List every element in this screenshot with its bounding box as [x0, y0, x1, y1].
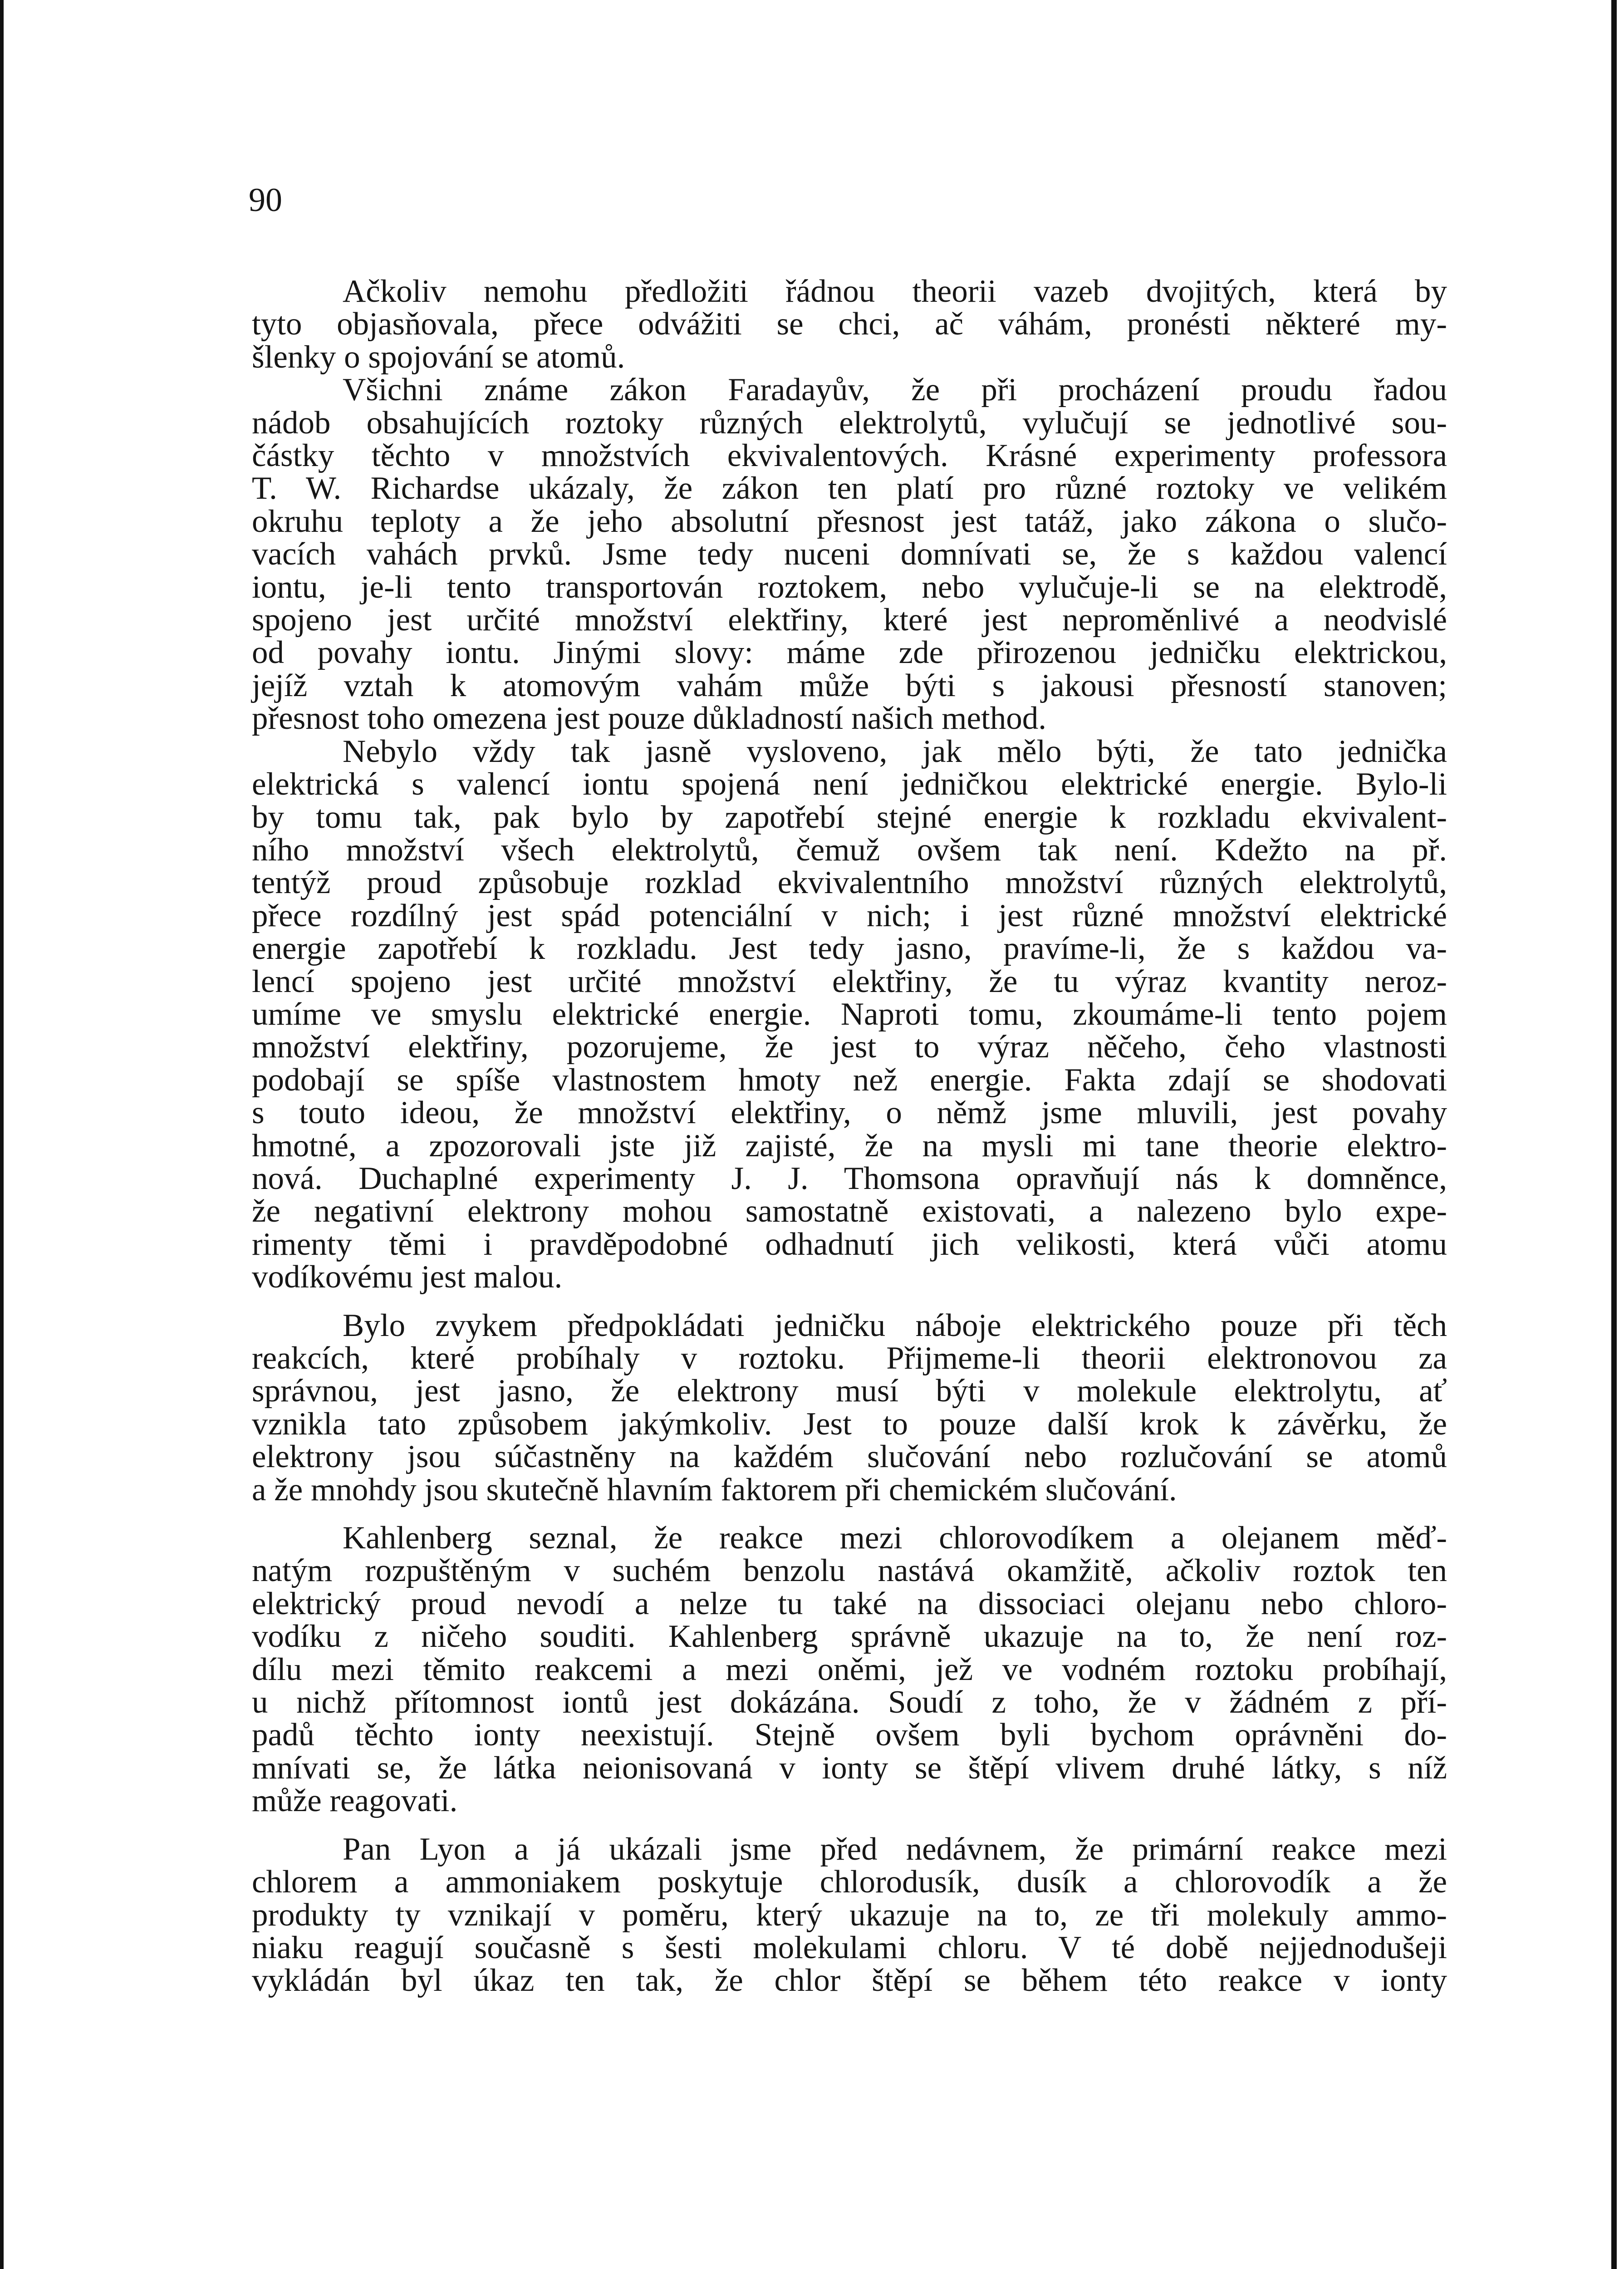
- text-line: vodíkovému jest malou.: [252, 1259, 563, 1295]
- paragraph-spacer: [252, 1817, 1447, 1833]
- text-line: přesnost toho omezena jest pouze důkladností našich method.: [252, 701, 1046, 737]
- text-line: okruhu teploty a že jeho absolutní přesnost jest tatáž, jako zákona o slučo-: [252, 503, 1447, 539]
- text-line: natým rozpuštěným v suchém benzolu nastává okamžitě, ačkoliv roztok ten: [252, 1553, 1447, 1589]
- paragraph-2: [252, 373, 1447, 735]
- text-line: vznikla tato způsobem jakýmkoliv. Jest to pouze další krok k závěrku, že: [252, 1406, 1447, 1442]
- text-line: může reagovati.: [252, 1783, 458, 1819]
- text-line: nádob obsahujících roztoky různých elektrolytů, vylučují se jednotlivé sou-: [252, 405, 1447, 441]
- text-line: podobají se spíše vlastnostem hmoty než energie. Fakta zdají se shodovati: [252, 1062, 1447, 1098]
- text-line: vykládán byl úkaz ten tak, že chlor štěpí se během této reakce v ionty: [252, 1963, 1447, 1999]
- text-line: tentýž proud způsobuje rozklad ekvivalentního množství různých elektrolytů,: [252, 865, 1447, 901]
- text-line: niaku reagují současně s šesti molekulami chloru. V té době nejjednodušeji: [252, 1930, 1447, 1965]
- text-line: množství elektřiny, pozorujeme, že jest to výraz něčeho, čeho vlastnosti: [252, 1029, 1447, 1065]
- text-line: chlorem a ammoniakem poskytuje chlorodusík, dusík a chlorovodík a že: [252, 1864, 1447, 1900]
- text-line: T. W. Richardse ukázaly, že zákon ten platí pro různé roztoky ve velikém: [252, 471, 1447, 506]
- text-line: vodíku z ničeho souditi. Kahlenberg správně ukazuje na to, že není roz-: [252, 1619, 1447, 1655]
- text-line: a že mnohdy jsou skutečně hlavním faktorem při chemickém slučování.: [252, 1472, 1177, 1508]
- paragraph-4: [252, 1309, 1447, 1506]
- text-line: přece rozdílný jest spád potenciální v nich; i jest různé množství elektrické: [252, 898, 1447, 933]
- text-line: nová. Duchaplné experimenty J. J. Thomsona opravňují nás k domněnce,: [252, 1160, 1447, 1196]
- text-line: dílu mezi těmito reakcemi a mezi oněmi, jež ve vodném roztoku probíhají,: [252, 1651, 1447, 1687]
- text-line: Nebylo vždy tak jasně vysloveno, jak mělo býti, že tato jednička: [343, 733, 1447, 769]
- text-line: hmotné, a zpozorovali jste již zajisté, že na mysli mi tane theorie elektro-: [252, 1128, 1447, 1164]
- text-line: by tomu tak, pak bylo by zapotřebí stejné energie k rozkladu ekvivalent-: [252, 799, 1447, 835]
- paragraph-3: [252, 735, 1447, 1294]
- text-line: správnou, jest jasno, že elektrony musí býti v molekule elektrolytu, ať: [252, 1373, 1447, 1409]
- paragraph-1: [252, 275, 1447, 373]
- paragraph-6: [252, 1833, 1447, 1997]
- text-line: lencí spojeno jest určité množství elektřiny, že tu výraz kvantity neroz-: [252, 963, 1447, 999]
- text-line: Ačkoliv nemohu předložiti řádnou theorii vazeb dvojitých, která by: [343, 274, 1447, 309]
- text-line: tyto objasňovala, přece odvážiti se chci, ač váhám, pronésti některé my-: [252, 306, 1447, 342]
- text-line: iontu, je-li tento transportován roztokem, nebo vylučuje-li se na elektrodě,: [252, 569, 1447, 605]
- text-line: mnívati se, že látka neionisovaná v ionty se štěpí vlivem druhé látky, s níž: [252, 1750, 1447, 1786]
- paragraph-5: [252, 1522, 1447, 1817]
- text-line: u nichž přítomnost iontů jest dokázána. Soudí z toho, že v žádném z pří-: [252, 1685, 1447, 1720]
- text-line: od povahy iontu. Jinými slovy: máme zde přirozenou jedničku elektrickou,: [252, 635, 1447, 671]
- text-line: s touto ideou, že množství elektřiny, o němž jsme mluvili, jest povahy: [252, 1095, 1447, 1131]
- text-line: Kahlenberg seznal, že reakce mezi chlorovodíkem a olejanem měď-: [343, 1520, 1447, 1556]
- text-line: Bylo zvykem předpokládati jedničku náboje elektrického pouze při těch: [343, 1307, 1447, 1343]
- paragraph-spacer: [252, 1294, 1447, 1309]
- text-line: částky těchto v množstvích ekvivalentových. Krásné experimenty professora: [252, 438, 1447, 474]
- text-line: ního množství všech elektrolytů, čemuž ovšem tak není. Kdežto na př.: [252, 832, 1447, 868]
- text-line: Všichni známe zákon Faradayův, že při procházení proudu řadou: [343, 372, 1447, 408]
- text-line: elektrony jsou súčastněny na každém slučování nebo rozlučování se atomů: [252, 1439, 1447, 1475]
- text-line: vacích vahách prvků. Jsme tedy nuceni domnívati se, že s každou valencí: [252, 536, 1447, 572]
- text-line: šlenky o spojování se atomů.: [252, 339, 625, 375]
- text-line: umíme ve smyslu elektrické energie. Naproti tomu, zkoumáme-li tento pojem: [252, 996, 1447, 1032]
- paragraph-spacer: [252, 1506, 1447, 1522]
- page-number: 90: [249, 182, 282, 219]
- body-text: [252, 275, 1447, 1997]
- text-line: elektrická s valencí iontu spojená není jedničkou elektrické energie. Bylo-li: [252, 766, 1447, 802]
- text-line: padů těchto ionty neexistují. Stejně ovšem byli bychom oprávněni do-: [252, 1717, 1447, 1753]
- text-line: reakcích, které probíhaly v roztoku. Přijmeme-li theorii elektronovou za: [252, 1341, 1447, 1376]
- text-line: že negativní elektrony mohou samostatně existovati, a nalezeno bylo expe-: [252, 1193, 1447, 1229]
- text-line: energie zapotřebí k rozkladu. Jest tedy jasno, pravíme-li, že s každou va-: [252, 931, 1447, 967]
- text-line: spojeno jest určité množství elektřiny, které jest neproměnlivé a neodvislé: [252, 602, 1447, 638]
- text-line: rimenty těmi i pravděpodobné odhadnutí jich velikosti, která vůči atomu: [252, 1226, 1447, 1262]
- text-line: jejíž vztah k atomovým vahám může býti s jakousi přesností stanoven;: [252, 668, 1447, 703]
- text-line: produkty ty vznikají v poměru, který ukazuje na to, ze tři molekuly ammo-: [252, 1897, 1447, 1933]
- text-line: elektrický proud nevodí a nelze tu také na dissociaci olejanu nebo chloro-: [252, 1586, 1447, 1621]
- text-line: Pan Lyon a já ukázali jsme před nedávnem, že primární reakce mezi: [343, 1831, 1447, 1867]
